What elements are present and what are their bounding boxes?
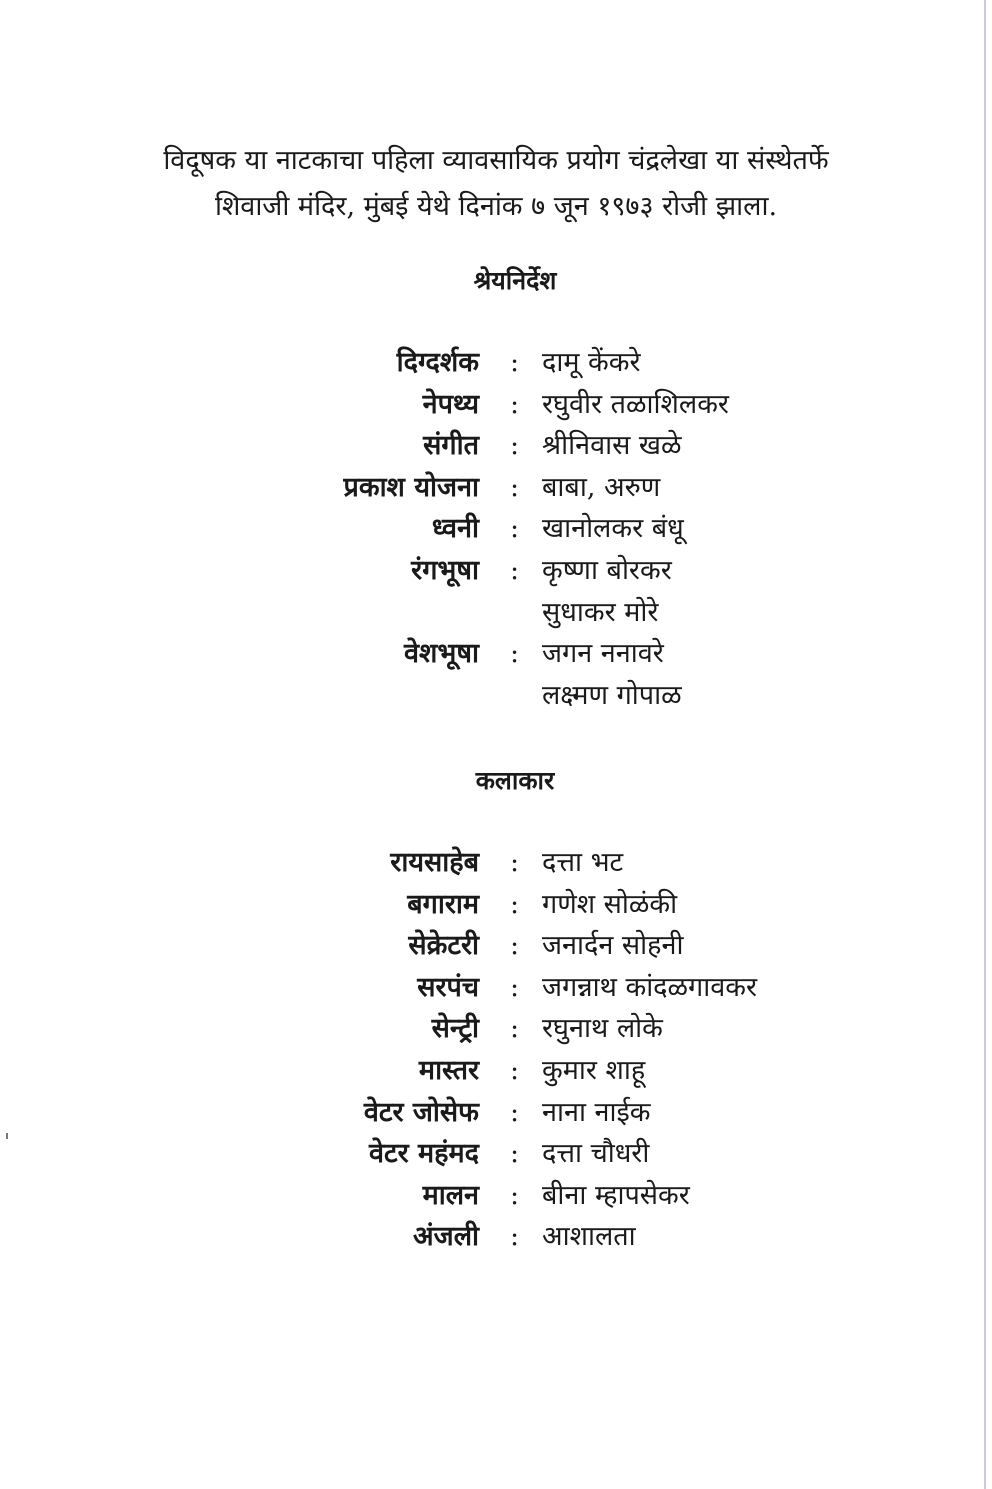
separator: : [510,471,520,503]
cast-row [0,1216,992,1258]
credit-row [0,508,992,550]
character-name: रायसाहेब [390,847,479,878]
actor-name: रघुनाथ लोके [542,1013,663,1045]
separator: : [510,1013,520,1045]
actor-name: नाना नाईक [542,1096,651,1128]
credits-heading: श्रेयनिर्देश [473,266,557,295]
intro-paragraph [0,138,992,230]
actor-name: बीना म्हापसेकर [542,1179,690,1211]
cast-row [0,1133,992,1175]
cast-row [0,967,992,1009]
credit-row [0,384,992,426]
intro-line-2: शिवाजी मंदिर, मुंबई येथे दिनांक ७ जून १९७३ रोजी झाला. [214,191,778,222]
separator: : [510,347,520,378]
credit-name: सुधाकर मोरे [542,596,659,628]
separator: : [510,971,520,1003]
credit-role: नेपथ्य [422,388,479,420]
cast-row [0,1050,992,1092]
credit-row [0,592,992,634]
cast-row [0,925,992,967]
separator: : [510,388,520,420]
credit-role: प्रकाश योजना [343,471,479,503]
separator: : [510,1054,520,1086]
character-name: वेटर महंमद [368,1138,479,1170]
credit-role: रंगभूषा [411,554,479,586]
actor-name: आशालता [542,1221,636,1253]
character-name: अंजली [413,1221,479,1253]
cast-row [0,1175,992,1217]
credit-name: कृष्णा बोरकर [542,554,672,586]
credit-role: वेशभूषा [404,638,479,670]
credit-row [0,342,992,384]
separator: : [510,888,520,920]
separator: : [510,847,520,878]
character-name: बगाराम [407,888,479,920]
actor-name: जगन्नाथ कांदळगावकर [542,971,758,1003]
actor-name: गणेश सोळंकी [542,888,678,920]
separator: : [510,430,520,462]
separator: : [510,554,520,586]
separator: : [510,1138,520,1170]
separator: : [510,513,520,545]
actor-name: दत्ता भट [542,847,624,878]
character-name: सेक्रेटरी [408,930,479,962]
credit-name: श्रीनिवास खळे [542,430,682,462]
cast-row [0,842,992,884]
cast-list [0,842,992,1258]
character-name: वेटर जोसेफ [363,1096,479,1128]
credit-row [0,675,992,717]
actor-name: दत्ता चौधरी [542,1138,650,1170]
separator: : [510,638,520,670]
character-name: सेन्ट्री [431,1013,479,1045]
actor-name: कुमार शाहू [542,1054,646,1086]
credit-role: दिग्दर्शक [396,347,479,378]
separator: : [510,1179,520,1211]
credit-role: ध्वनी [431,513,479,545]
character-name: मास्तर [418,1054,479,1086]
credit-name: रघुवीर तळाशिलकर [542,388,729,420]
separator: : [510,930,520,962]
credit-name: दामू केंकरे [542,347,641,378]
credit-name: जगन ननावरे [542,638,664,670]
credit-row [0,633,992,675]
actor-name: जनार्दन सोहनी [542,930,684,962]
cast-row [0,1092,992,1134]
cast-row [0,884,992,926]
credit-name: लक्ष्मण गोपाळ [542,679,682,711]
character-name: मालन [422,1179,479,1211]
credit-row [0,467,992,509]
cast-heading: कलाकार [475,766,555,795]
credits-list [0,342,992,716]
character-name: सरपंच [417,971,479,1003]
credit-role: संगीत [423,430,479,462]
credit-name: बाबा, अरुण [542,471,661,503]
intro-line-1: विदूषक या नाटकाचा पहिला व्यावसायिक प्रयोग चंद्रलेखा या संस्थेतर्फे [163,145,829,176]
credit-name: खानोलकर बंधू [542,513,684,545]
separator: : [510,1096,520,1128]
credit-row [0,425,992,467]
cast-row [0,1008,992,1050]
credit-row [0,550,992,592]
separator: : [510,1221,520,1253]
